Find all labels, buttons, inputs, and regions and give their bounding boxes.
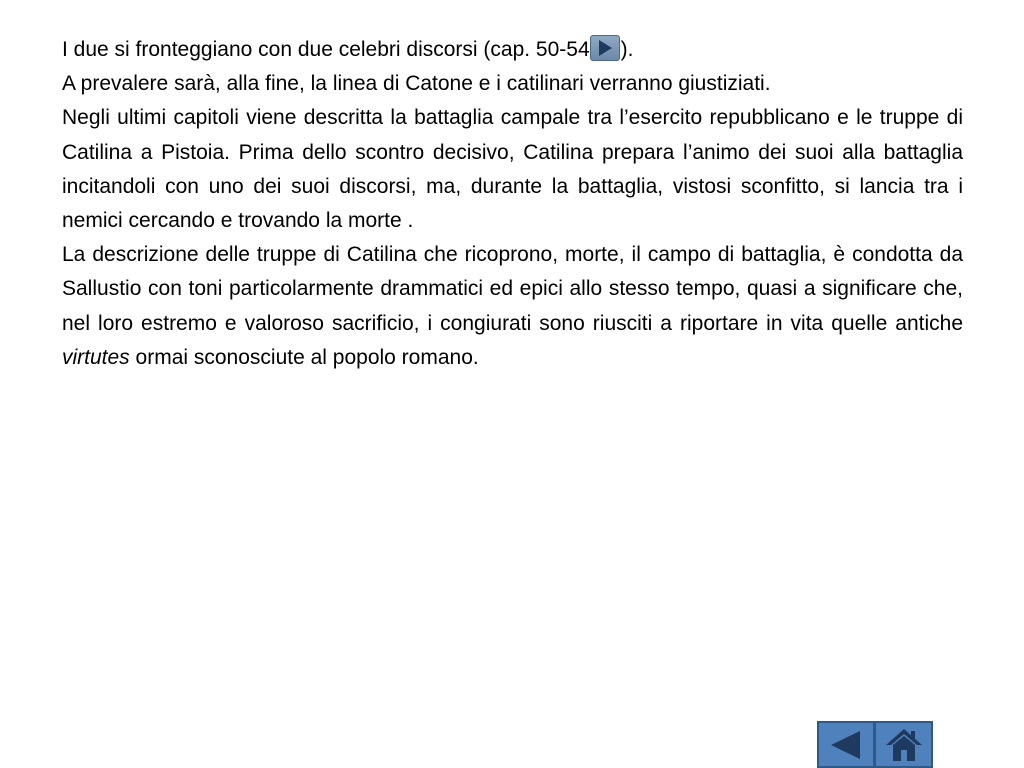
- battle-paragraph: Negli ultimi capitoli viene descritta la battaglia campale tra l’esercito repubblicano e le truppe di Catilina a Pistoia. Prima dello scontro decisivo, Catilina prepara l’animo dei suoi alla battaglia incitandoli con uno dei suoi discorsi, ma, durante la battaglia, vistosi sconfitto, si lancia tra i nemici cercando e trovando la morte .: [62, 106, 963, 233]
- back-button[interactable]: [817, 721, 875, 768]
- play-link-icon: [596, 39, 614, 57]
- slide-body: [62, 33, 963, 375]
- virtutes-term: virtutes: [62, 345, 130, 369]
- speeches-link-button[interactable]: [590, 35, 620, 61]
- home-icon: [885, 728, 923, 762]
- intro-line-text: I due si fronteggiano con due celebri discorsi (cap. 50-54: [62, 38, 590, 61]
- intro-line: [62, 33, 963, 67]
- description-text: La descrizione delle truppe di Catilina che ricoprono, morte, il campo di battaglia, è condotta da Sallustio con toni particolarmente drammatici ed epici allo stesso tempo, quasi a significare che, nel loro estremo e valoroso sacrificio, i congiurati sono riusciti a riportare in vita quelle antiche: [62, 243, 963, 335]
- intro-line-end: ).: [620, 38, 634, 61]
- description-paragraph: [62, 238, 963, 375]
- outcome-line: A prevalere sarà, alla fine, la linea di Catone e i catilinari verranno giustiziati.: [62, 72, 771, 96]
- back-arrow-icon: [829, 730, 863, 760]
- description-text-end: ormai sconosciute al popolo romano.: [129, 345, 479, 369]
- home-button[interactable]: [875, 721, 933, 768]
- slide-navigation: [817, 721, 933, 768]
